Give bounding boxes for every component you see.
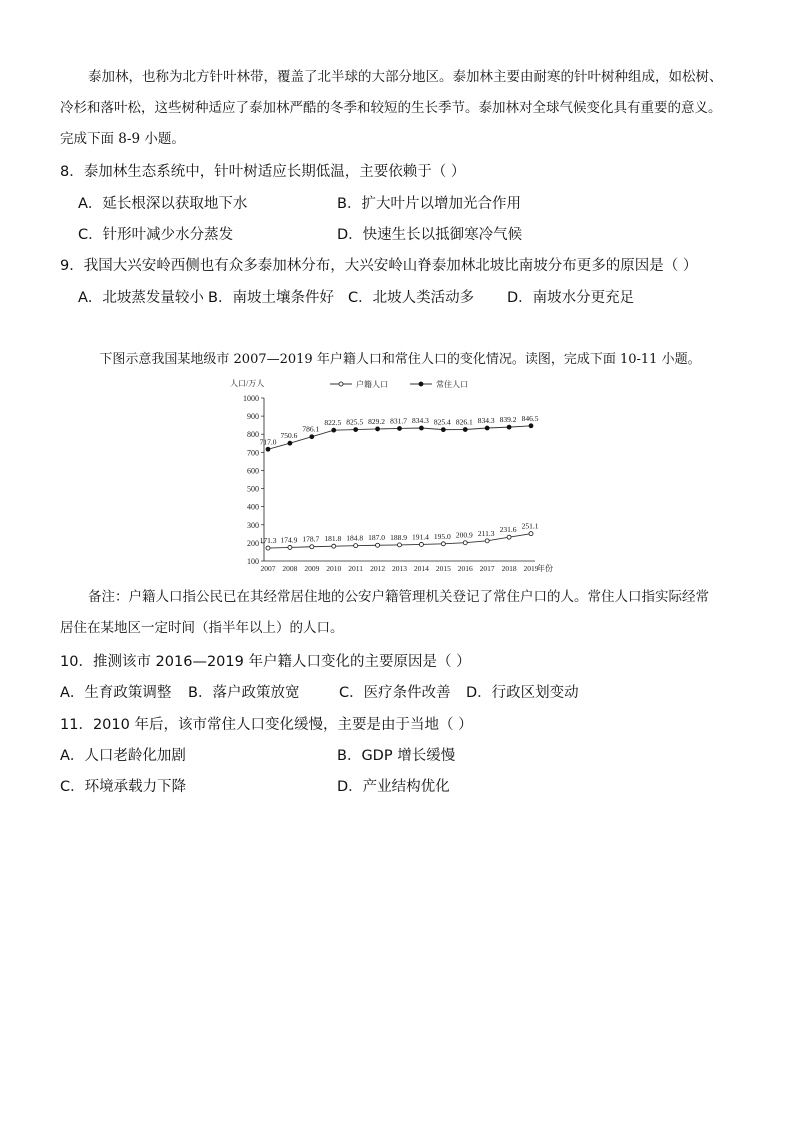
question-11-stem: 11．2010 年后，该市常住人口变化缓慢，主要是由于当地（ ） [60, 717, 473, 733]
data-point [310, 435, 314, 439]
x-tick-label: 2013 [392, 564, 407, 573]
data-label: 231.6 [499, 525, 517, 535]
data-label: 829.2 [368, 416, 386, 426]
data-point [463, 427, 467, 431]
data-point [419, 542, 423, 546]
data-label: 826.1 [455, 417, 473, 427]
question-10-option-c[interactable]: C．医疗条件改善 [339, 685, 451, 701]
data-point [354, 428, 358, 432]
data-label: 171.3 [259, 536, 277, 546]
x-axis-label: 年份 [537, 564, 553, 573]
data-point [485, 539, 489, 543]
data-point [463, 541, 467, 545]
x-tick-label: 2010 [326, 564, 342, 573]
legend-marker [339, 382, 343, 386]
x-tick-label: 2016 [457, 564, 473, 573]
legend-marker [419, 382, 423, 386]
x-tick-label: 2015 [435, 564, 451, 573]
data-label: 846.5 [521, 413, 539, 423]
question-9-stem: 9．我国大兴安岭西侧也有众多泰加林分布，大兴安岭山脊泰加林北坡比南坡分布更多的原因是（ ） [60, 258, 698, 274]
data-label: 834.3 [477, 416, 495, 426]
question-8-option-c[interactable]: C．针形叶减少水分蒸发 [78, 227, 234, 243]
question-8-option-d[interactable]: D．快速生长以抵御寒冷气候 [337, 227, 523, 243]
data-point [529, 424, 533, 428]
x-tick-labels [261, 564, 539, 573]
data-point [485, 426, 489, 430]
data-label: 187.0 [368, 533, 386, 543]
data-point [266, 447, 270, 451]
chart-note [60, 582, 740, 644]
question-10-option-a[interactable]: A．生育政策调整 [60, 685, 172, 701]
legend-entry: 户籍人口 [356, 380, 388, 389]
x-tick-label: 2011 [348, 564, 364, 573]
data-label: 178.7 [302, 534, 320, 544]
question-8-option-b[interactable]: B．扩大叶片以增加光合作用 [337, 196, 521, 212]
data-label: 174.9 [280, 535, 298, 545]
question-11-option-c[interactable]: C．环境承载力下降 [60, 779, 187, 795]
data-point [376, 427, 380, 431]
question-11-option-a[interactable]: A．人口老龄化加剧 [60, 748, 186, 764]
y-tick-label: 400 [247, 502, 259, 512]
data-point [332, 428, 336, 432]
x-tick-label: 2018 [501, 564, 517, 573]
data-label: 191.4 [411, 532, 429, 542]
data-label: 834.3 [411, 416, 429, 426]
question-9-option-a[interactable]: A．北坡蒸发量较小 [78, 290, 204, 306]
data-label: 200.9 [455, 530, 473, 540]
question-8-option-a[interactable]: A．延长根深以获取地下水 [78, 196, 248, 212]
y-tick-label: 1000 [243, 394, 259, 403]
data-label: 825.5 [346, 417, 364, 427]
y-tick-label: 900 [247, 412, 259, 422]
data-point [529, 532, 533, 536]
y-axis-label: 人口/万人 [230, 379, 265, 388]
x-tick-label: 2017 [479, 564, 495, 573]
data-label: 750.6 [280, 431, 298, 441]
y-tick-label: 600 [247, 466, 259, 476]
data-label: 822.5 [324, 418, 342, 428]
x-tick-label: 2009 [304, 564, 320, 573]
data-point [419, 426, 423, 430]
chart-series [260, 414, 539, 550]
question-9-option-d[interactable]: D．南坡水分更充足 [507, 290, 635, 306]
passage-taiga [60, 62, 740, 155]
chart-legend [330, 379, 468, 389]
x-tick-label: 2008 [282, 564, 298, 573]
data-point [288, 441, 292, 445]
data-point [376, 543, 380, 547]
x-tick-label: 2007 [260, 564, 276, 573]
question-8-stem: 8．泰加林生态系统中，针叶树适应长期低温，主要依赖于（ ） [60, 164, 466, 180]
data-label: 181.8 [324, 534, 342, 544]
data-point [441, 428, 445, 432]
data-label: 188.9 [390, 532, 407, 542]
legend-entry: 常住人口 [436, 380, 468, 389]
y-tick-label: 200 [247, 538, 259, 548]
note-line-2: 居住在某地区一定时间（指半年以上）的人口。 [60, 620, 344, 636]
question-9-option-b[interactable]: B．南坡土壤条件好 [208, 290, 334, 306]
y-tick-label: 300 [247, 520, 259, 530]
chart-intro: 下图示意我国某地级市 2007—2019 年户籍人口和常住人口的变化情况。读图，完成下面 10-11 小题。 [99, 352, 701, 367]
passage-line-1: 泰加林，也称为北方针叶林带，覆盖了北半球的大部分地区。泰加林主要由耐寒的针叶树种组成，如松树、 [88, 69, 723, 85]
data-point [288, 545, 292, 549]
question-10-option-d[interactable]: D．行政区划变动 [466, 685, 579, 701]
question-11-option-b[interactable]: B．GDP 增长缓慢 [337, 748, 456, 764]
data-point [332, 544, 336, 548]
note-line-1: 备注：户籍人口指公民已在其经常居住地的公安户籍管理机关登记了常住户口的人。常住人口指实际经常 [88, 589, 709, 605]
data-point [398, 543, 402, 547]
passage-line-2: 冷杉和落叶松，这些树种适应了泰加林严酷的冬季和较短的生长季节。泰加林对全球气候变化具有重要的意义。 [60, 100, 722, 116]
x-tick-label: 2014 [413, 564, 429, 573]
question-9-option-c[interactable]: C．北坡人类活动多 [348, 290, 475, 306]
x-tick-label: 2019 [523, 564, 539, 573]
population-line-chart [230, 372, 570, 578]
data-label: 184.8 [346, 533, 364, 543]
data-label: 195.0 [433, 531, 451, 541]
data-point [441, 542, 445, 546]
question-11-option-d[interactable]: D．产业结构优化 [337, 779, 450, 795]
data-label: 831.7 [390, 416, 407, 426]
question-10-option-b[interactable]: B．落户政策放宽 [188, 685, 300, 701]
y-tick-label: 100 [247, 557, 259, 566]
data-point [266, 546, 270, 550]
data-label: 211.3 [477, 528, 495, 538]
data-label: 825.4 [433, 417, 451, 427]
data-point [310, 545, 314, 549]
passage-line-3: 完成下面 8-9 小题。 [60, 131, 185, 147]
data-label: 251.1 [521, 521, 539, 531]
data-point [507, 425, 511, 429]
data-point [398, 426, 402, 430]
y-tick-label: 800 [247, 430, 259, 440]
y-tick-label: 500 [247, 484, 259, 494]
question-10-stem: 10．推测该市 2016—2019 年户籍人口变化的主要原因是（ ） [60, 654, 471, 670]
data-label: 717.0 [259, 437, 277, 447]
data-label: 839.2 [499, 415, 517, 425]
x-tick-label: 2012 [370, 564, 386, 573]
data-label: 786.1 [302, 424, 320, 434]
data-point [354, 544, 358, 548]
data-point [507, 535, 511, 539]
y-tick-label: 700 [247, 448, 259, 458]
